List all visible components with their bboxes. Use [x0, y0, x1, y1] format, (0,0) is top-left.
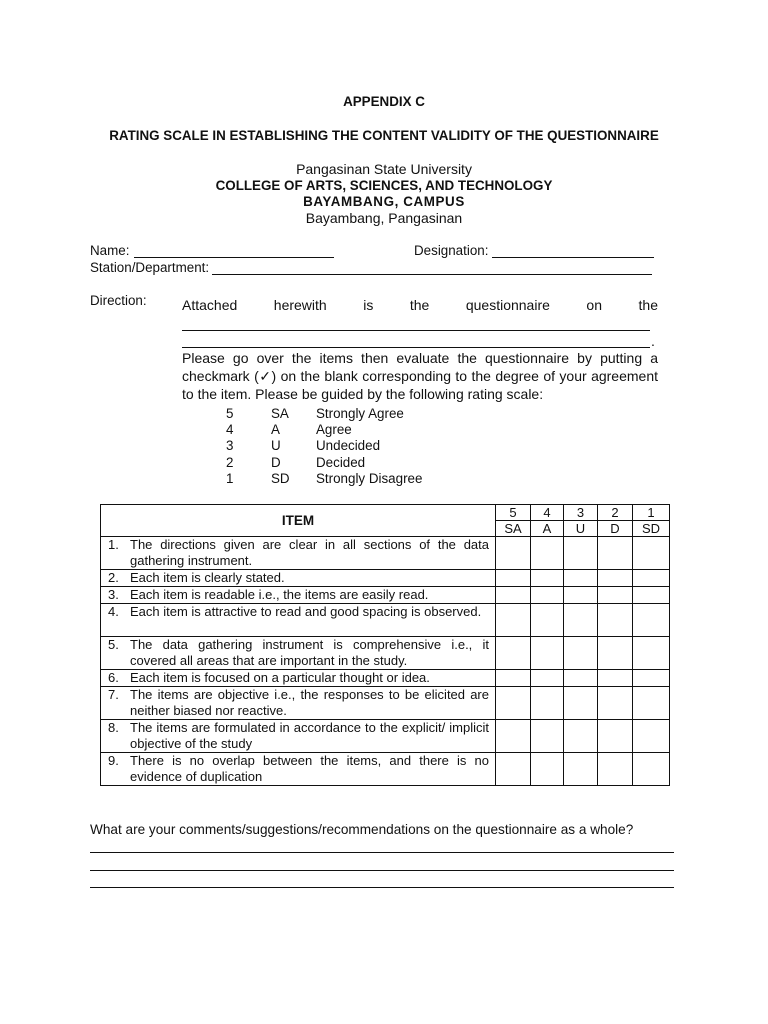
item-text: Each item is attractive to read and good spacing is observed. [130, 604, 482, 619]
rating-cell-1[interactable] [633, 720, 670, 753]
item-column-header: ITEM [101, 505, 496, 537]
rating-cell-2[interactable] [598, 537, 633, 570]
rating-cell-3[interactable] [564, 720, 598, 753]
item-cell [101, 604, 496, 637]
rating-cell-2[interactable] [598, 587, 633, 604]
item-number: 5. [108, 637, 119, 652]
rating-cell-1[interactable] [633, 687, 670, 720]
college-name: COLLEGE OF ARTS, SCIENCES, AND TECHNOLOGY [215, 178, 553, 193]
item-number: 3. [108, 587, 119, 602]
item-text: The data gathering instrument is comprehensive i.e., it covered all areas that are important in the study. [130, 637, 489, 668]
scale-code: SA [271, 406, 289, 421]
university-name: Pangasinan State University [296, 161, 472, 177]
scale-num-header: 1 [633, 505, 670, 521]
rating-cell-1[interactable] [633, 570, 670, 587]
scale-num: 4 [226, 422, 234, 437]
rating-cell-4[interactable] [531, 753, 564, 786]
table-row [101, 670, 670, 687]
rating-cell-4[interactable] [531, 637, 564, 670]
table-row [101, 753, 670, 786]
table-row [101, 570, 670, 587]
direction-line1 [182, 297, 658, 313]
item-text: The directions given are clear in all sections of the data gathering instrument. [130, 537, 489, 568]
scale-num-header: 5 [496, 505, 531, 521]
scale-num-header: 3 [564, 505, 598, 521]
scale-code-header: SA [496, 521, 531, 537]
page-title: RATING SCALE IN ESTABLISHING THE CONTENT VALIDITY OF THE QUESTIONNAIRE [109, 128, 659, 143]
rating-cell-2[interactable] [598, 720, 633, 753]
rating-cell-1[interactable] [633, 587, 670, 604]
item-number: 4. [108, 604, 119, 619]
rating-cell-4[interactable] [531, 687, 564, 720]
rating-cell-3[interactable] [564, 687, 598, 720]
item-number: 1. [108, 537, 119, 552]
scale-code-header: A [531, 521, 564, 537]
item-cell [101, 687, 496, 720]
rating-table [100, 504, 670, 786]
scale-code-header: D [598, 521, 633, 537]
rating-cell-3[interactable] [564, 570, 598, 587]
rating-cell-4[interactable] [531, 670, 564, 687]
designation-label: Designation: [414, 243, 489, 258]
table-row [101, 537, 670, 570]
direction-word: on [586, 297, 602, 313]
table-row [101, 720, 670, 753]
scale-label: Agree [316, 422, 352, 437]
rating-cell-5[interactable] [496, 670, 531, 687]
table-row [101, 687, 670, 720]
table-row [101, 604, 670, 637]
designation-field[interactable] [492, 257, 654, 258]
item-text: There is no overlap between the items, and there is no evidence of duplication [130, 753, 489, 784]
item-cell [101, 537, 496, 570]
rating-cell-3[interactable] [564, 670, 598, 687]
item-cell [101, 570, 496, 587]
direction-word: the [409, 297, 430, 313]
scale-code: A [271, 422, 280, 437]
rating-cell-5[interactable] [496, 720, 531, 753]
scale-code: D [271, 455, 281, 470]
direction-word: questionnaire [465, 297, 550, 313]
rating-cell-1[interactable] [633, 753, 670, 786]
rating-cell-3[interactable] [564, 637, 598, 670]
item-text: Each item is readable i.e., the items are easily read. [130, 587, 429, 602]
item-cell [101, 720, 496, 753]
scale-label: Undecided [316, 438, 381, 453]
scale-num: 5 [226, 406, 234, 421]
rating-cell-1[interactable] [633, 670, 670, 687]
rating-cell-3[interactable] [564, 604, 598, 637]
scale-label: Strongly Agree [316, 406, 404, 421]
rating-cell-4[interactable] [531, 537, 564, 570]
rating-cell-5[interactable] [496, 637, 531, 670]
rating-cell-2[interactable] [598, 637, 633, 670]
item-cell [101, 587, 496, 604]
rating-cell-3[interactable] [564, 537, 598, 570]
appendix-label: APPENDIX C [343, 94, 425, 109]
direction-word: herewith [273, 297, 327, 313]
rating-cell-2[interactable] [598, 687, 633, 720]
item-text: Each item is focused on a particular thought or idea. [130, 670, 430, 685]
comments-line-1[interactable] [90, 852, 674, 853]
campus-name: BAYAMBANG, CAMPUS [303, 194, 465, 209]
scale-code-header: U [564, 521, 598, 537]
comments-line-3[interactable] [90, 887, 674, 888]
comments-line-2[interactable] [90, 870, 674, 871]
rating-cell-5[interactable] [496, 587, 531, 604]
rating-cell-3[interactable] [564, 753, 598, 786]
questionnaire-title-blank-2[interactable] [182, 347, 650, 348]
item-text: The items are objective i.e., the responses to be elicited are neither biased nor reactive. [130, 687, 489, 718]
scale-num-header: 4 [531, 505, 564, 521]
rating-cell-2[interactable] [598, 670, 633, 687]
item-number: 9. [108, 753, 119, 768]
table-row [101, 637, 670, 670]
campus-location: Bayambang, Pangasinan [305, 210, 463, 226]
rating-cell-2[interactable] [598, 604, 633, 637]
direction-period: . [651, 333, 655, 349]
direction-label: Direction: [90, 293, 147, 308]
rating-cell-3[interactable] [564, 587, 598, 604]
rating-cell-4[interactable] [531, 604, 564, 637]
rating-cell-5[interactable] [496, 753, 531, 786]
item-number: 8. [108, 720, 119, 735]
item-cell [101, 637, 496, 670]
rating-cell-2[interactable] [598, 753, 633, 786]
rating-cell-4[interactable] [531, 720, 564, 753]
questionnaire-title-blank-1[interactable] [182, 330, 650, 331]
rating-cell-2[interactable] [598, 570, 633, 587]
direction-word: the [638, 297, 658, 313]
rating-cell-1[interactable] [633, 604, 670, 637]
station-label: Station/Department: [90, 260, 210, 275]
name-label: Name: [90, 243, 130, 258]
scale-num: 3 [226, 438, 234, 453]
station-field[interactable] [212, 274, 652, 275]
name-field[interactable] [134, 257, 334, 258]
scale-num-header: 2 [598, 505, 633, 521]
scale-code: U [271, 438, 281, 453]
rating-cell-4[interactable] [531, 570, 564, 587]
rating-cell-1[interactable] [633, 637, 670, 670]
item-number: 7. [108, 687, 119, 702]
table-row [101, 587, 670, 604]
scale-code-header: SD [633, 521, 670, 537]
direction-word: is [363, 297, 374, 313]
direction-word: Attached [182, 297, 238, 313]
rating-cell-4[interactable] [531, 587, 564, 604]
scale-code: SD [271, 471, 290, 486]
comments-question: What are your comments/suggestions/recommendations on the questionnaire as a whole? [90, 822, 634, 837]
rating-cell-5[interactable] [496, 537, 531, 570]
item-cell [101, 753, 496, 786]
item-text: The items are formulated in accordance to the explicit/ implicit objective of the study [130, 720, 489, 751]
direction-paragraph: Please go over the items then evaluate the questionnaire by putting a checkmark (✓) on the blank corresponding to the degree of your agreement to the item. Please be guided by the following rating scale: [182, 350, 658, 402]
rating-cell-5[interactable] [496, 570, 531, 587]
rating-cell-5[interactable] [496, 604, 531, 637]
item-number: 6. [108, 670, 119, 685]
rating-cell-1[interactable] [633, 537, 670, 570]
item-cell [101, 670, 496, 687]
rating-cell-5[interactable] [496, 687, 531, 720]
scale-label: Decided [316, 455, 366, 470]
item-text: Each item is clearly stated. [130, 570, 285, 585]
scale-label: Strongly Disagree [316, 471, 423, 486]
item-number: 2. [108, 570, 119, 585]
scale-num: 2 [226, 455, 234, 470]
scale-num: 1 [226, 471, 234, 486]
